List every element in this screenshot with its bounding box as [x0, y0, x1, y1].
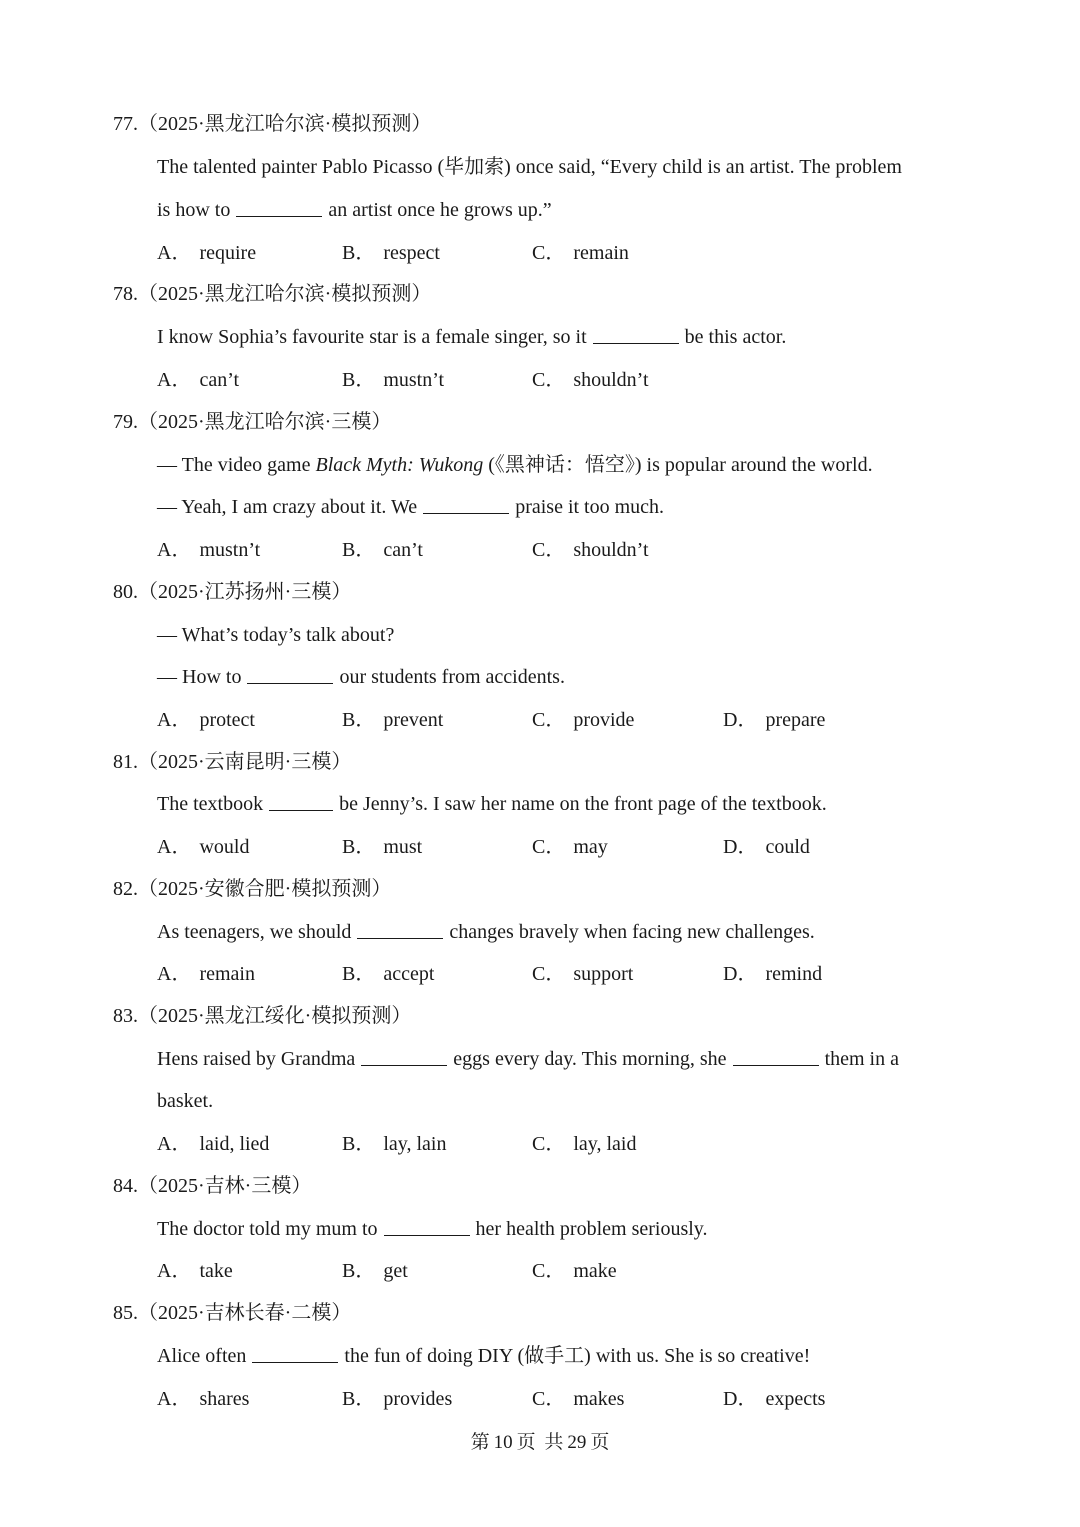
answer-blank[interactable]: [733, 1047, 819, 1066]
question-77-option-a[interactable]: A． require: [157, 242, 257, 264]
question-84-line-1: The doctor told my mum to her health problem seriously.: [157, 1218, 708, 1240]
question-number: 79.: [113, 411, 138, 433]
question-85-option-a[interactable]: A． shares: [157, 1388, 250, 1410]
question-84-option-c[interactable]: C． make: [532, 1260, 617, 1282]
question-number: 78.: [113, 283, 138, 305]
question-81-line-1: The textbook be Jenny’s. I saw her name on the front page of the textbook.: [157, 793, 827, 815]
question-81-option-b[interactable]: B． must: [342, 836, 423, 858]
answer-blank[interactable]: [357, 920, 443, 939]
answer-blank[interactable]: [423, 495, 509, 514]
answer-blank[interactable]: [593, 325, 679, 344]
question-84-option-b[interactable]: B． get: [342, 1260, 408, 1282]
question-number: 83.: [113, 1005, 138, 1027]
question-84-header: [113, 1173, 311, 1199]
question-source: （2025·黑龙江哈尔滨·模拟预测）: [138, 283, 432, 305]
question-80-line-1: — What’s today’s talk about?: [157, 624, 395, 646]
question-78-option-a[interactable]: A． can’t: [157, 369, 240, 391]
question-78-header: [113, 281, 431, 307]
question-77-option-c[interactable]: C． remain: [532, 242, 629, 264]
question-81-option-d[interactable]: D． could: [723, 836, 810, 858]
question-80-option-b[interactable]: B． prevent: [342, 709, 444, 731]
answer-blank[interactable]: [269, 792, 333, 811]
question-number: 80.: [113, 581, 138, 603]
question-82-header: [113, 876, 391, 902]
question-85-option-b[interactable]: B． provides: [342, 1388, 453, 1410]
question-82-option-a[interactable]: A． remain: [157, 963, 255, 985]
question-83-option-a[interactable]: A． laid, lied: [157, 1133, 270, 1155]
question-83-option-b[interactable]: B． lay, lain: [342, 1133, 447, 1155]
question-source: （2025·安徽合肥·模拟预测）: [138, 878, 392, 900]
question-79-option-a[interactable]: A． mustn’t: [157, 539, 261, 561]
question-79-option-c[interactable]: C． shouldn’t: [532, 539, 649, 561]
question-82-option-b[interactable]: B． accept: [342, 963, 435, 985]
question-83-header: [113, 1003, 411, 1029]
answer-blank[interactable]: [252, 1344, 338, 1363]
answer-blank[interactable]: [236, 198, 322, 217]
question-number: 84.: [113, 1175, 138, 1197]
question-number: 77.: [113, 113, 138, 135]
question-number: 82.: [113, 878, 138, 900]
question-source: （2025·云南昆明·三模）: [138, 751, 352, 773]
question-83-line-1: Hens raised by Grandma eggs every day. This morning, she them in a: [157, 1048, 899, 1070]
answer-blank[interactable]: [384, 1217, 470, 1236]
question-85-line-1: Alice often the fun of doing DIY (做手工) with us. She is so creative!: [157, 1345, 811, 1367]
question-82-option-c[interactable]: C． support: [532, 963, 634, 985]
question-85-option-c[interactable]: C． makes: [532, 1388, 625, 1410]
question-81-option-a[interactable]: A． would: [157, 836, 250, 858]
question-source: （2025·黑龙江哈尔滨·模拟预测）: [138, 113, 432, 135]
question-number: 81.: [113, 751, 138, 773]
question-79-line-2: — Yeah, I am crazy about it. We praise it too much.: [157, 496, 665, 518]
question-78-line-1: I know Sophia’s favourite star is a female singer, so it be this actor.: [157, 326, 787, 348]
question-source: （2025·黑龙江绥化·模拟预测）: [138, 1005, 412, 1027]
question-78-option-b[interactable]: B． mustn’t: [342, 369, 445, 391]
question-79-line-1: — The video game Black Myth: Wukong (《黑神话：悟空》) is popular around the world.: [157, 454, 873, 476]
question-77-line-1: The talented painter Pablo Picasso (毕加索) once said, “Every child is an artist. The problem: [157, 156, 902, 178]
question-source: （2025·吉林·三模）: [138, 1175, 312, 1197]
question-80-header: [113, 579, 351, 605]
question-81-option-c[interactable]: C． may: [532, 836, 608, 858]
question-82-option-d[interactable]: D． remind: [723, 963, 823, 985]
answer-blank[interactable]: [361, 1047, 447, 1066]
question-78-option-c[interactable]: C． shouldn’t: [532, 369, 649, 391]
game-title: Black Myth: Wukong: [315, 454, 484, 476]
question-source: （2025·江苏扬州·三模）: [138, 581, 352, 603]
question-82-line-1: As teenagers, we should changes bravely when facing new challenges.: [157, 921, 815, 943]
question-80-option-d[interactable]: D． prepare: [723, 709, 826, 731]
question-83-option-c[interactable]: C． lay, laid: [532, 1133, 637, 1155]
question-85-header: [113, 1300, 351, 1326]
question-80-line-2: — How to our students from accidents.: [157, 666, 565, 688]
question-84-option-a[interactable]: A． take: [157, 1260, 233, 1282]
question-77-line-2: is how to an artist once he grows up.”: [157, 199, 552, 221]
question-source: （2025·黑龙江哈尔滨·三模）: [138, 411, 392, 433]
question-79-header: [113, 409, 391, 435]
question-85-option-d[interactable]: D． expects: [723, 1388, 826, 1410]
page-number: 10: [493, 1432, 513, 1453]
question-77-header: [113, 111, 431, 137]
page-footer: 第 10 页 共 29 页: [470, 1432, 610, 1453]
question-source: （2025·吉林长春·二模）: [138, 1302, 352, 1324]
answer-blank[interactable]: [247, 665, 333, 684]
question-79-option-b[interactable]: B． can’t: [342, 539, 423, 561]
question-83-line-2: basket.: [157, 1090, 214, 1112]
question-77-option-b[interactable]: B． respect: [342, 242, 440, 264]
question-81-header: [113, 749, 351, 775]
question-number: 85.: [113, 1302, 138, 1324]
question-80-option-a[interactable]: A． protect: [157, 709, 255, 731]
question-80-option-c[interactable]: C． provide: [532, 709, 635, 731]
total-pages: 29: [567, 1432, 587, 1453]
